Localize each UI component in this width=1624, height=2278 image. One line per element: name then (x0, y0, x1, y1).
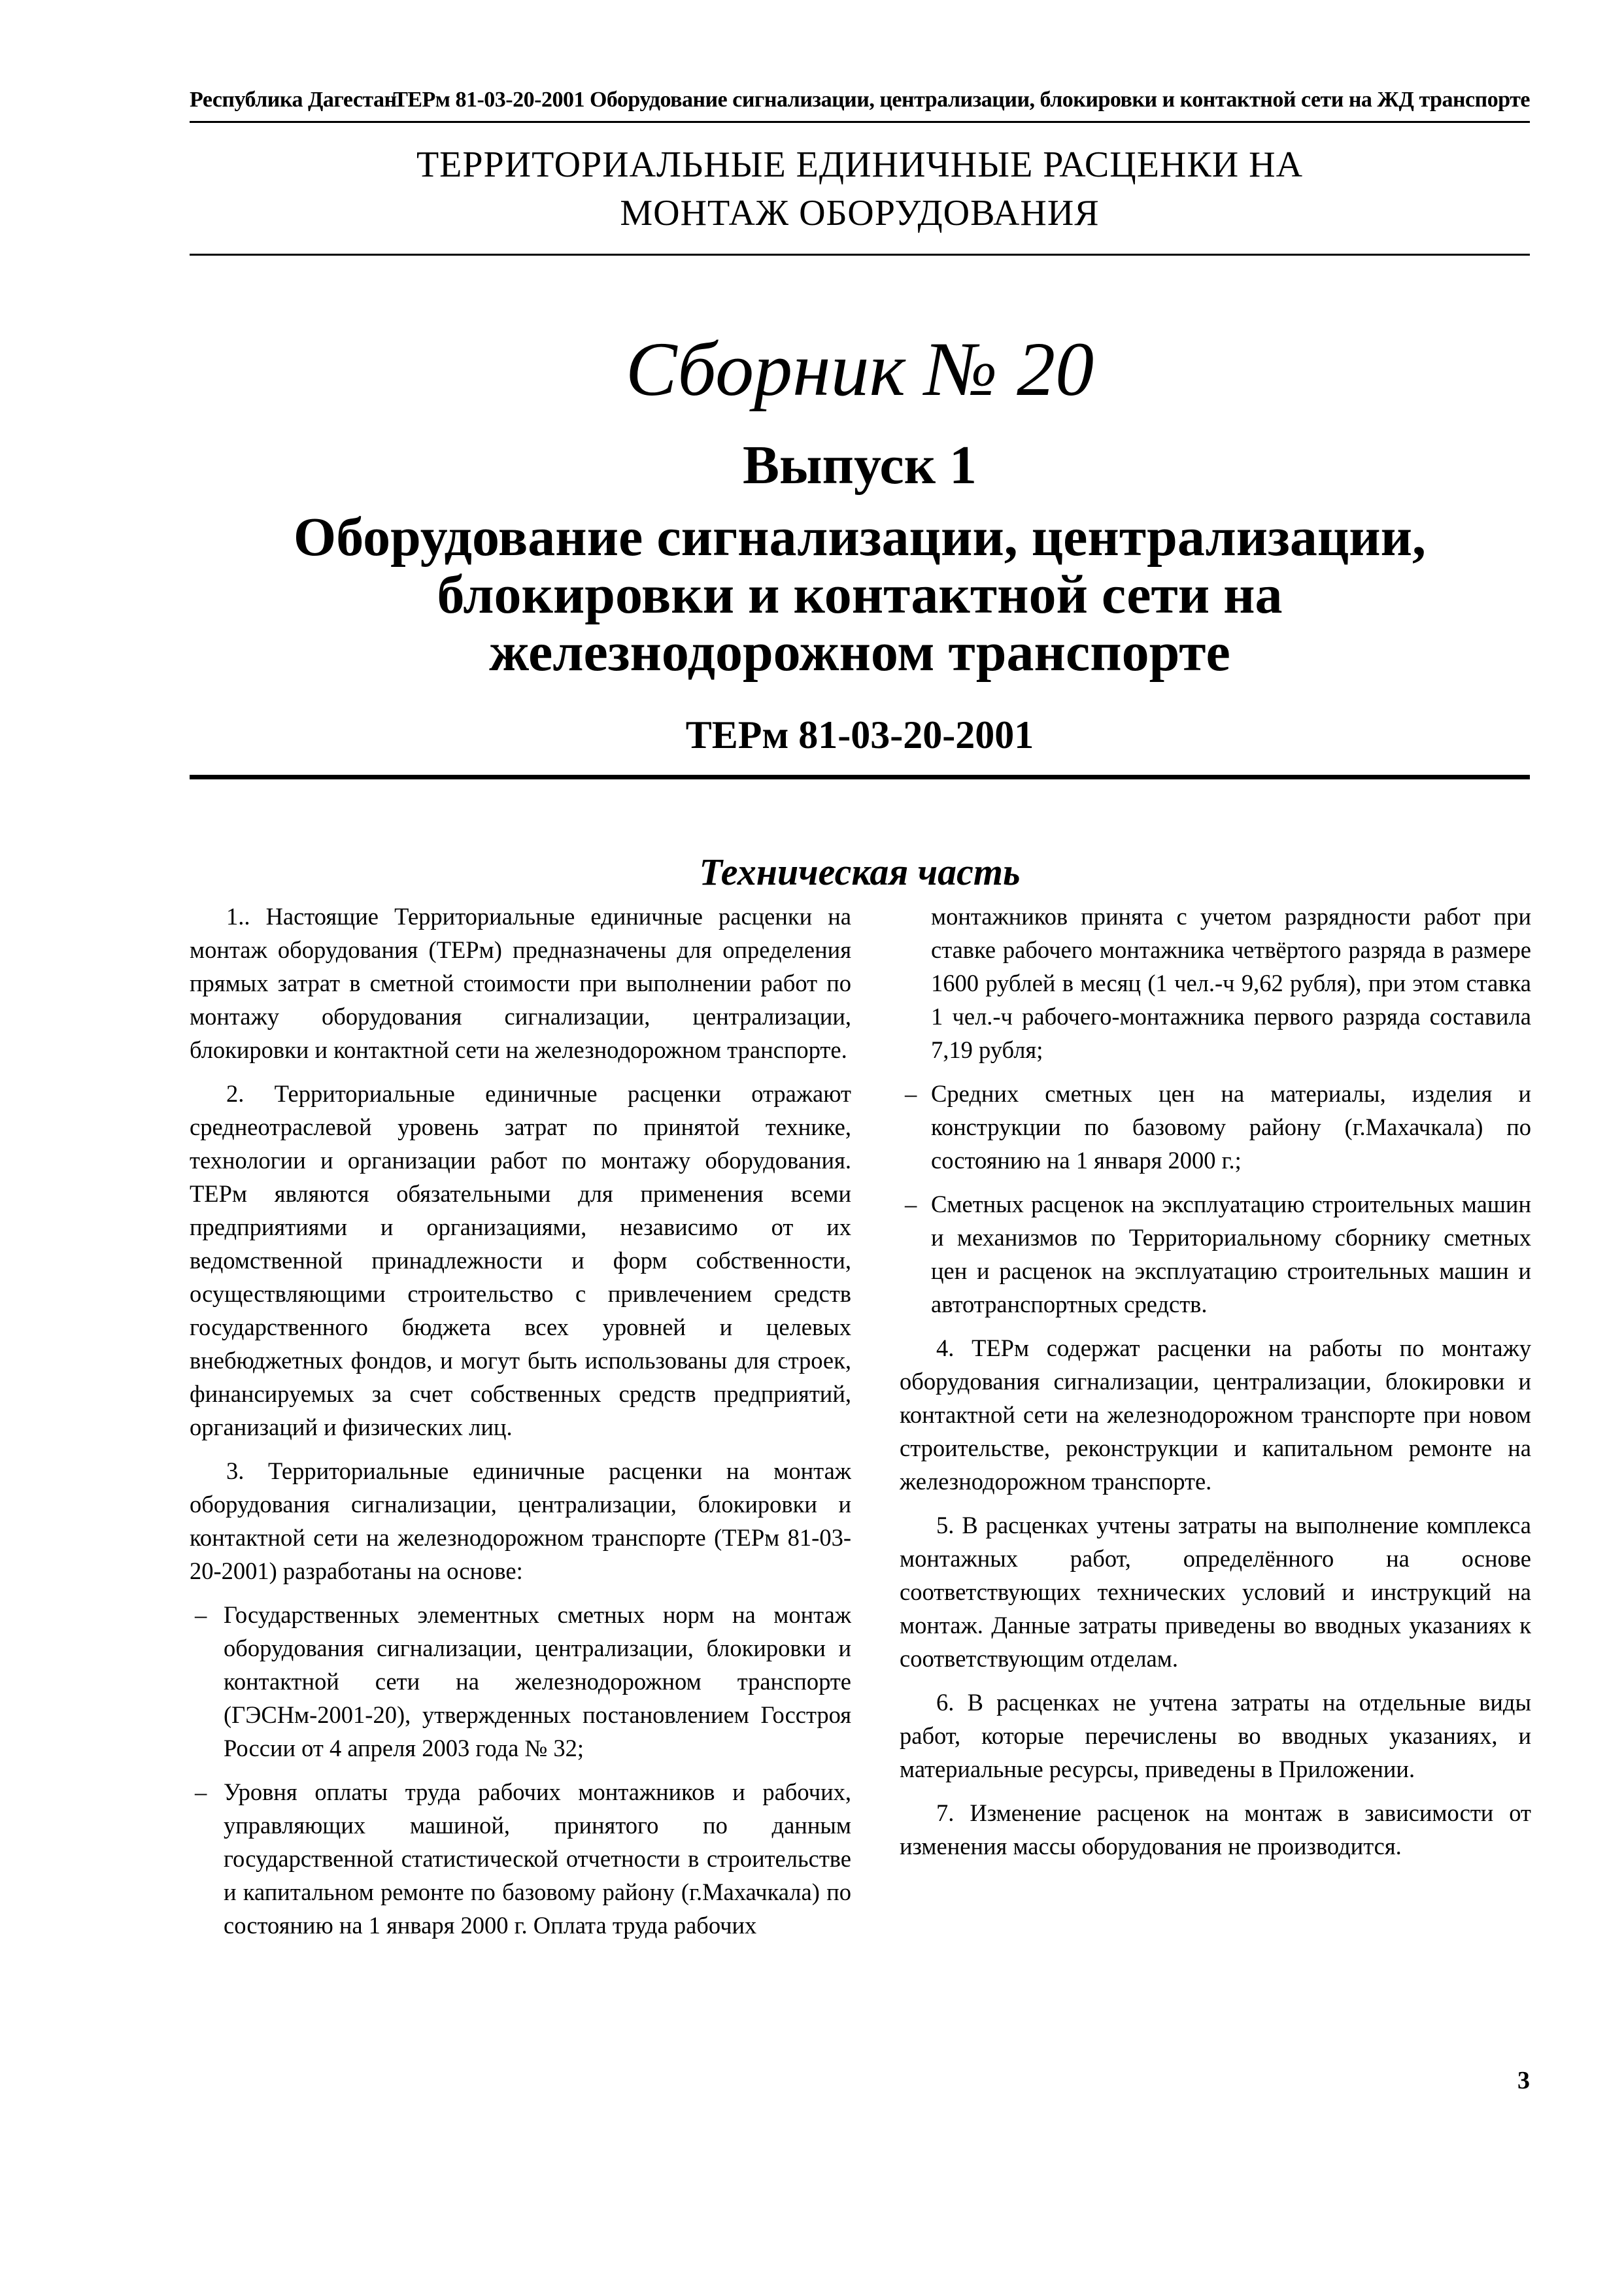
paragraph-2: 2. Территориальные единичные расценки отражают среднеотраслевой уровень затрат по принятой технике, технологии и организации работ по монтажу оборудования. ТЕРм являются обязательными для применения всеми предприятиями и организациями, независимо от их ведомственной принадлежности и форм собственности, осуществляющими строительство с привлечением средств государственного бюджета всех уровней и целевых внебюджетных фондов, и могут быть использованы для строек, финансируемых за счет собственных средств предприятий, организаций и физических лиц. (190, 1080, 851, 1440)
paragraph-7: 7. Изменение расценок на монтаж в зависимости от изменения массы оборудования не производится. (900, 1799, 1531, 1860)
list-item-prices: – Средних сметных цен на материалы, изделия и конструкции по базовому району (г.Махачкала) по состоянию на 1 января 2000 г.; (900, 1077, 1531, 1177)
paragraph-4: 4. ТЕРм содержат расценки на работы по монтажу оборудования сигнализации, централизации, блокировки и контактной сети на железнодорожном транспорте при новом строительстве, реконструкции и капитальном ремонте на железнодорожном транспорте. (900, 1334, 1531, 1495)
document-code: ТЕРм 81-03-20-2001 (685, 713, 1034, 756)
collection-title: Сборник № 20 (625, 326, 1094, 412)
paragraph-6: 6. В расценках не учтена затраты на отдельные виды работ, которые перечислены во вводных указаниях, и материальные ресурсы, приведены в Приложении. (900, 1689, 1531, 1782)
header-document-title: ТЕРм 81-03-20-2001 Оборудование сигнализации, централизации, блокировки и контактной сети на ЖД транспорте (393, 88, 1530, 112)
heading-rule (190, 254, 1530, 256)
subject-line-1: Оборудование сигнализации, централизации, (293, 507, 1427, 568)
issue-title: Выпуск 1 (742, 435, 977, 496)
subject-title (190, 509, 1530, 681)
title-rule-thick (190, 775, 1530, 779)
header-rule (190, 121, 1530, 123)
main-heading-line-2: МОНТАЖ ОБОРУДОВАНИЯ (620, 193, 1100, 233)
header-region: Республика Дагестан (190, 88, 397, 112)
page-number: 3 (1517, 2067, 1530, 2094)
paragraph-continuation: монтажников принята с учетом разрядности работ при ставке рабочего монтажника четвёртого разряда в размере 1600 рублей в месяц (1 чел.-ч 9,62 рубля), при этом ставка 1 чел.-ч рабочего-монтажника первого разряда составила 7,19 рубля; (931, 903, 1531, 1063)
subject-line-2: блокировки и контактной сети на (437, 564, 1283, 625)
paragraph-1: 1.. Настоящие Территориальные единичные расценки на монтаж оборудования (ТЕРм) предназначены для определения прямых затрат в сметной стоимости при выполнении работ по монтажу оборудования сигнализации, централизации, блокировки и контактной сети на железнодорожном транспорте. (190, 903, 851, 1063)
paragraph-3: 3. Территориальные единичные расценки на монтаж оборудования сигнализации, централизации, блокировки и контактной сети на железнодорожном транспорте (ТЕРм 81-03-20-2001) разработаны на основе: (190, 1457, 851, 1584)
main-heading (190, 141, 1530, 237)
running-header (190, 84, 1530, 123)
paragraph-5: 5. В расценках учтены затраты на выполнение комплекса монтажных работ, определённого на основе соответствующих технических условий и инструкций на монтаж. Данные затраты приведены во вводных указаниях к соответствующим отделам. (900, 1512, 1531, 1672)
list-item-machines: – Сметных расценок на эксплуатацию строительных машин и механизмов по Территориальному сборнику сметных цен и расценок на эксплуатацию строительных машин и автотранспортных средств. (900, 1187, 1531, 1321)
section-title: Техническая часть (699, 851, 1021, 893)
left-column (190, 900, 851, 1952)
right-column (900, 900, 1531, 1873)
subject-line-3: железнодорожном транспорте (489, 622, 1230, 683)
main-heading-line-1: ТЕРРИТОРИАЛЬНЫЕ ЕДИНИЧНЫЕ РАСЦЕНКИ НА (416, 144, 1304, 185)
list-item-wages: – Уровня оплаты труда рабочих монтажников и рабочих, управляющих машиной, принятого по данным государственной статистической отчетности в строительстве и капитальном ремонте по базовому району (г.Махачкала) по состоянию на 1 января 2000 г. Оплата труда рабочих (190, 1775, 851, 1942)
list-item-gesn: – Государственных элементных сметных норм на монтаж оборудования сигнализации, централизации, блокировки и контактной сети на железнодорожном транспорте (ГЭСНм-2001-20), утвержденных постановлением Госстроя России от 4 апреля 2003 года № 32; (190, 1598, 851, 1765)
